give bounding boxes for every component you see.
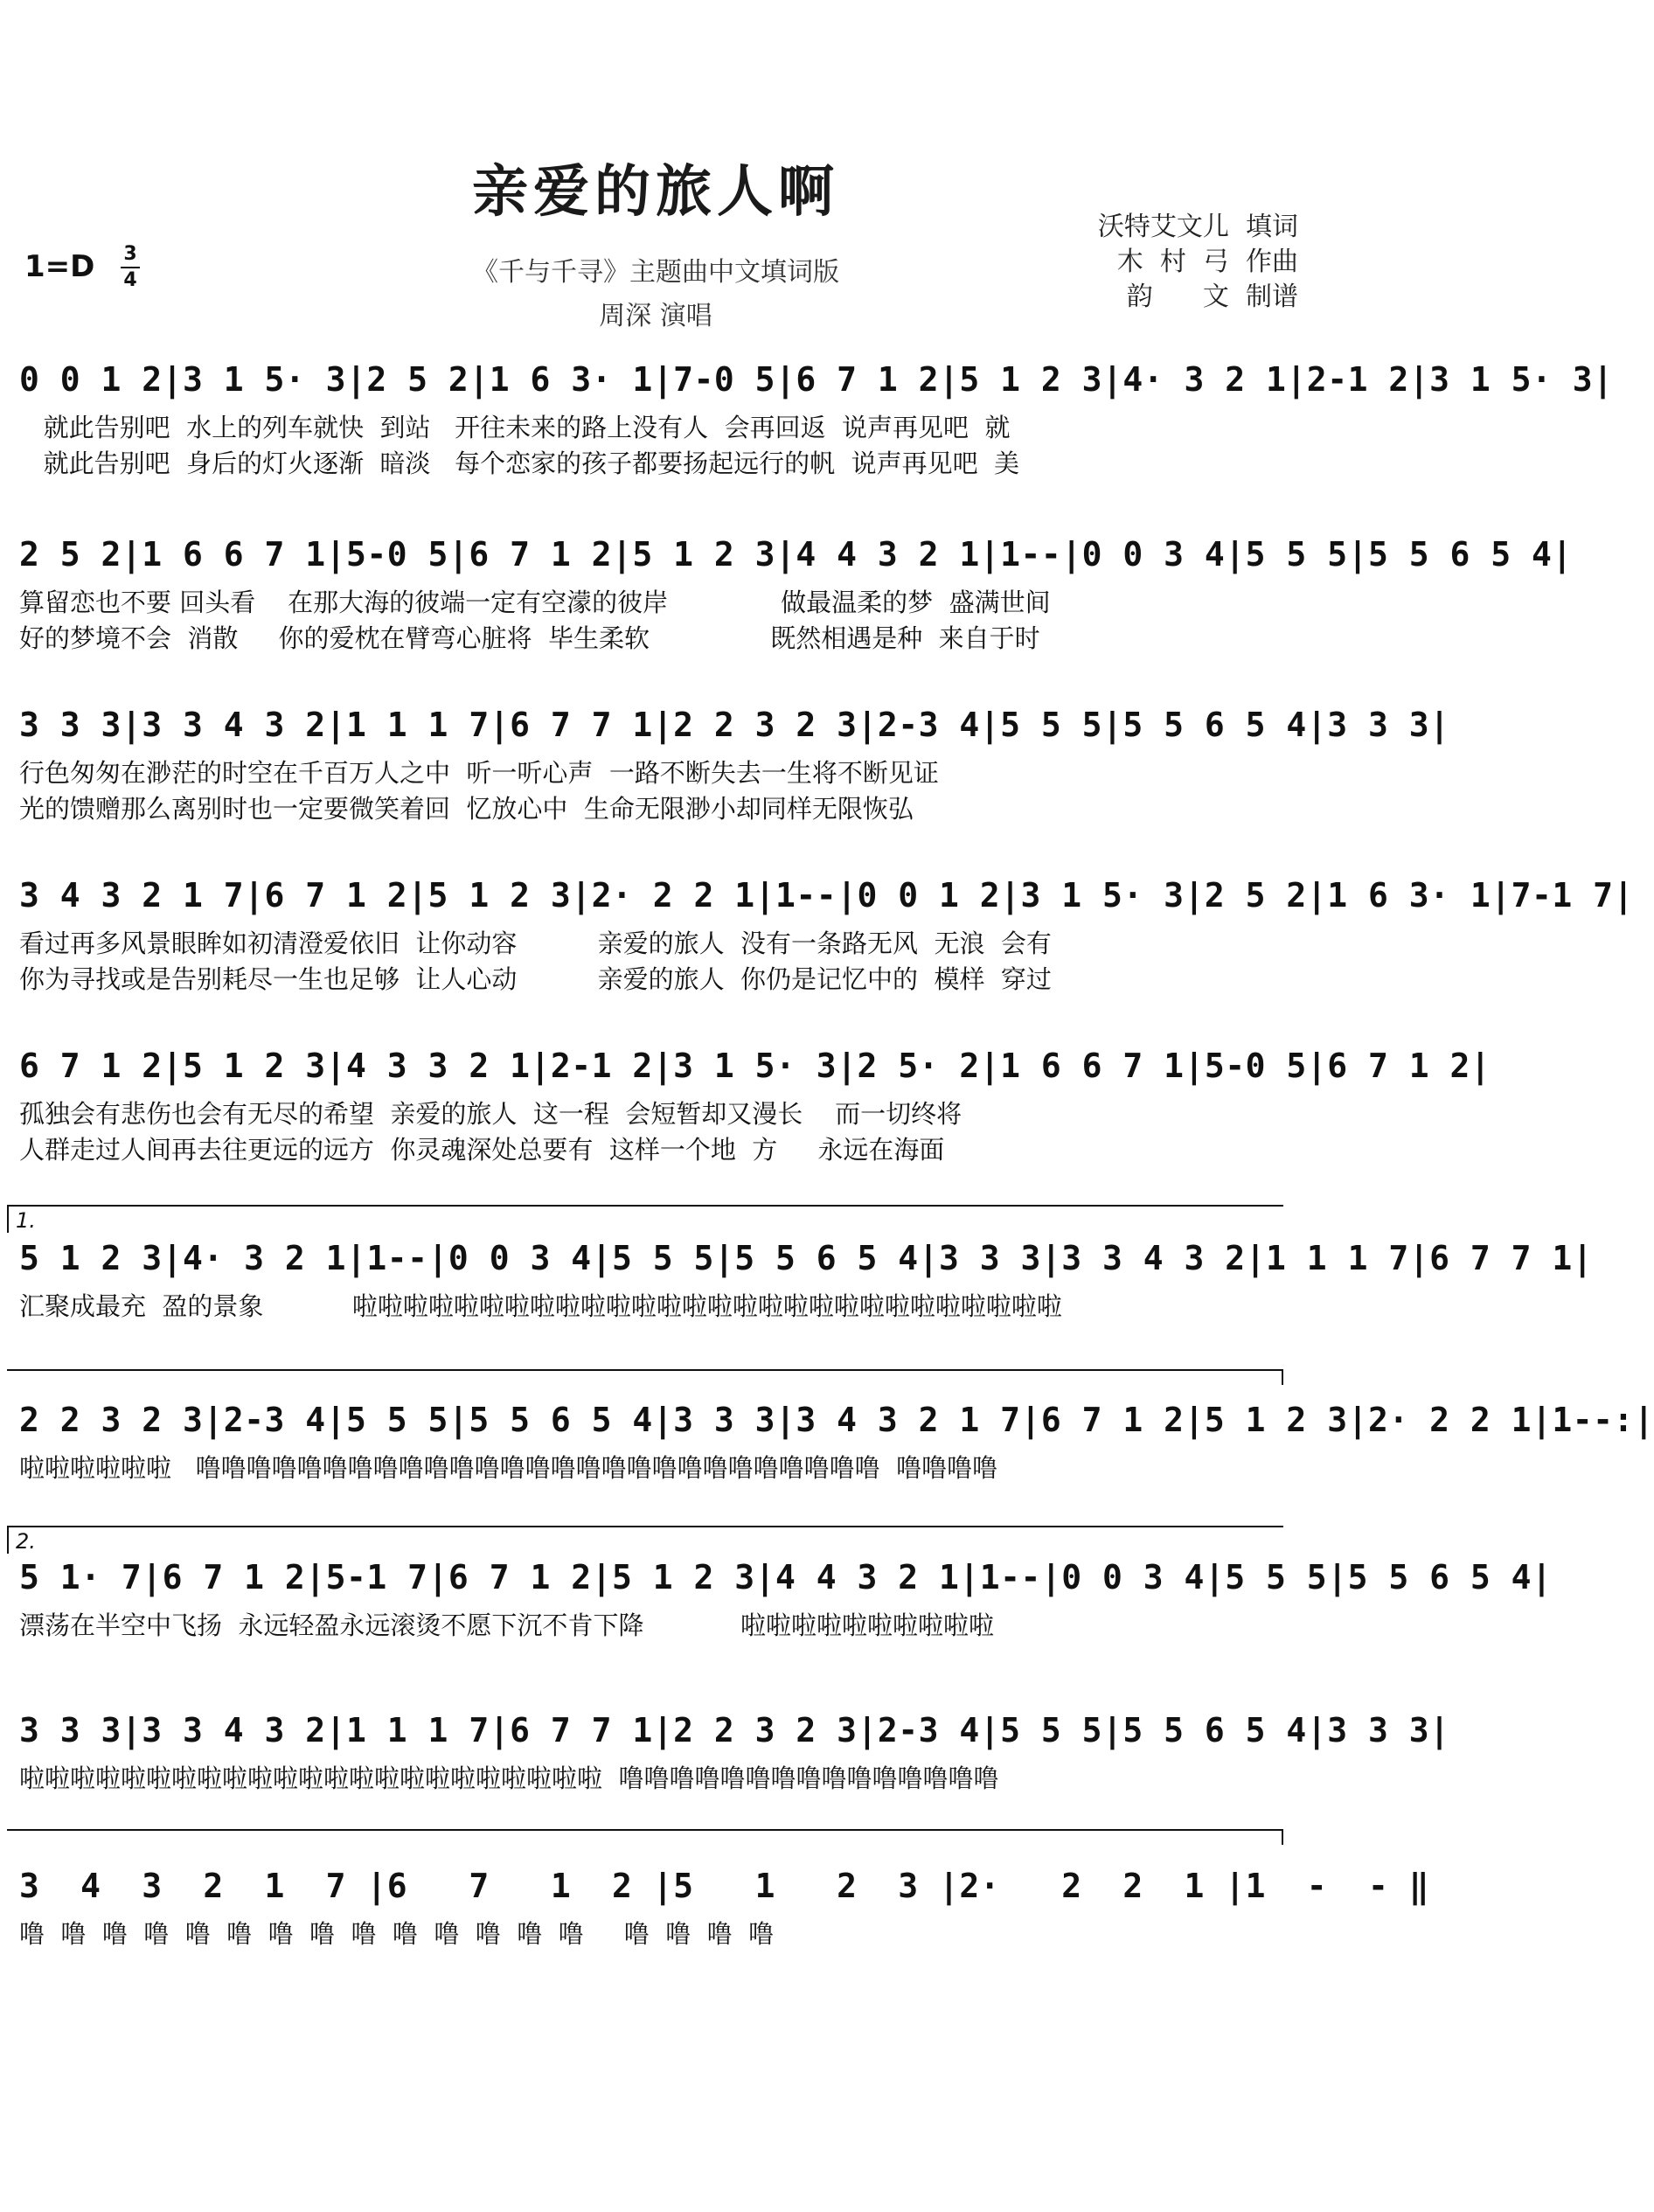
notation-line: 5 1 2 3|4· 3 2 1|1--|0 0 3 4|5 5 5|5 5 6 5 4|3 3 3|3 3 4 3 2|1 1 1 7|6 7 7 1| xyxy=(19,1239,1594,1277)
score-system-5 xyxy=(19,1040,1491,1172)
volta-left-edge xyxy=(7,1527,9,1554)
lyric-verse-2: 你为寻找或是告别耗尽一生也足够 让人心动 亲爱的旅人 你仍是记忆中的 模样 穿过 xyxy=(19,964,1052,994)
time-signature xyxy=(121,243,140,292)
notation-line: 6 7 1 2|5 1 2 3|4 3 3 2 1|2-1 2|3 1 5· 3|2 5· 2|1 6 6 7 1|5-0 5|6 7 1 2| xyxy=(19,1047,1491,1085)
lyric-verse-1: 行色匆匆在渺茫的时空在千百万人之中 听一听心声 一路不断失去一生将不断见证 xyxy=(19,758,939,788)
lyric-verse-1: 看过再多风景眼眸如初清澄爱依旧 让你动容 亲爱的旅人 没有一条路无风 无浪 会有 xyxy=(19,929,1052,958)
score-system-1 xyxy=(19,354,1614,485)
lyric-verse-1: 算留恋也不要 回头看 在那大海的彼端一定有空濛的彼岸 做最温柔的梦 盛满世间 xyxy=(19,588,1051,617)
volta-1-bracket xyxy=(7,1205,1283,1233)
credits xyxy=(1053,210,1298,315)
score-system-7 xyxy=(19,1395,1654,1499)
notation-line: 0 0 1 2|3 1 5· 3|2 5 2|1 6 3· 1|7-0 5|6 7 1 2|5 1 2 3|4· 3 2 1|2-1 2|3 1 5· 3| xyxy=(19,360,1614,399)
meter-divider xyxy=(121,267,140,268)
volta-left-edge xyxy=(7,1207,9,1233)
volta-2-continuation xyxy=(7,1829,1283,1831)
notation-line: 5 1· 7|6 7 1 2|5-1 7|6 7 1 2|5 1 2 3|4 4 3 2 1|1--|0 0 3 4|5 5 5|5 5 6 5 4| xyxy=(19,1558,1553,1596)
score-system-10 xyxy=(19,1861,1430,1965)
credit-composer: 木 村 弓 作曲 xyxy=(1116,247,1298,277)
volta-right-edge xyxy=(1282,1371,1283,1385)
volta-number: 1. xyxy=(16,1208,36,1233)
lyric-chorus: 啦啦啦啦啦啦 噜噜噜噜噜噜噜噜噜噜噜噜噜噜噜噜噜噜噜噜噜噜噜噜噜噜噜 噜噜噜噜 xyxy=(19,1453,998,1483)
key-signature: 1=D xyxy=(24,249,95,284)
lyric-chorus: 汇聚成最充 盈的景象 啦啦啦啦啦啦啦啦啦啦啦啦啦啦啦啦啦啦啦啦啦啦啦啦啦啦啦啦 xyxy=(19,1291,1062,1321)
lyric-chorus: 啦啦啦啦啦啦啦啦啦啦啦啦啦啦啦啦啦啦啦啦啦啦啦 噜噜噜噜噜噜噜噜噜噜噜噜噜噜噜 xyxy=(19,1763,999,1793)
song-title: 亲爱的旅人啊 xyxy=(472,159,839,225)
volta-2-bracket xyxy=(7,1526,1283,1554)
credit-transcriber: 韵 文 制谱 xyxy=(1126,282,1298,312)
lyric-chorus: 漂荡在半空中飞扬 永远轻盈永远滚烫不愿下沉不肯下降 啦啦啦啦啦啦啦啦啦啦 xyxy=(19,1610,995,1640)
notation-line: 3 4 3 2 1 7|6 7 1 2|5 1 2 3|2· 2 2 1|1--|0 0 1 2|3 1 5· 3|2 5 2|1 6 3· 1|7-1 7| xyxy=(19,876,1634,915)
lyric-verse-2: 人群走过人间再去往更远的远方 你灵魂深处总要有 这样一个地 方 永远在海面 xyxy=(19,1135,945,1165)
meter-bottom: 4 xyxy=(123,269,137,291)
subtitle: 《千与千寻》主题曲中文填词版 xyxy=(472,257,839,288)
notation-line: 3 3 3|3 3 4 3 2|1 1 1 7|6 7 7 1|2 2 3 2 3|2-3 4|5 5 5|5 5 6 5 4|3 3 3| xyxy=(19,706,1450,744)
volta-right-edge xyxy=(1282,1831,1283,1845)
volta-number: 2. xyxy=(16,1529,36,1554)
lyric-verse-2: 好的梦境不会 消散 你的爱枕在臂弯心脏将 毕生柔软 既然相遇是种 来自于时 xyxy=(19,623,1040,653)
score-system-6 xyxy=(19,1233,1594,1338)
lyric-verse-1: 就此告别吧 水上的列车就快 到站 开往未来的路上没有人 会再回返 说声再见吧 就 xyxy=(19,413,1011,442)
score-system-9 xyxy=(19,1705,1450,1810)
notation-line: 3 3 3|3 3 4 3 2|1 1 1 7|6 7 7 1|2 2 3 2 3|2-3 4|5 5 5|5 5 6 5 4|3 3 3| xyxy=(19,1711,1450,1749)
lyric-verse-2: 就此告别吧 身后的灯火逐渐 暗淡 每个恋家的孩子都要扬起远行的帆 说声再见吧 美 xyxy=(19,449,1020,478)
lyric-verse-1: 孤独会有悲伤也会有无尽的希望 亲爱的旅人 这一程 会短暂却又漫长 而一切终将 xyxy=(19,1099,963,1129)
volta-1-continuation xyxy=(7,1369,1283,1371)
notation-line: 2 2 3 2 3|2-3 4|5 5 5|5 5 6 5 4|3 3 3|3 4 3 2 1 7|6 7 1 2|5 1 2 3|2· 2 2 1|1--:| xyxy=(19,1401,1654,1439)
notation-line: 3 4 3 2 1 7 |6 7 1 2 |5 1 2 3 |2· 2 2 1 |1 - - ‖ xyxy=(19,1867,1430,1905)
singer: 周深 演唱 xyxy=(599,301,712,331)
lyric-verse-2: 光的馈赠那么离别时也一定要微笑着回 忆放心中 生命无限渺小却同样无限恢弘 xyxy=(19,794,914,824)
score-system-8 xyxy=(19,1552,1553,1657)
lyric-chorus: 噜 噜 噜 噜 噜 噜 噜 噜 噜 噜 噜 噜 噜 噜 噜 噜 噜 噜 xyxy=(19,1919,775,1949)
meter-top: 3 xyxy=(123,243,137,265)
credit-lyricist: 沃特艾文儿 填词 xyxy=(1097,212,1298,242)
notation-line: 2 5 2|1 6 6 7 1|5-0 5|6 7 1 2|5 1 2 3|4 4 3 2 1|1--|0 0 3 4|5 5 5|5 5 6 5 4| xyxy=(19,535,1573,574)
score-system-3 xyxy=(19,699,1450,831)
score-system-2 xyxy=(19,529,1573,660)
score-system-4 xyxy=(19,870,1634,1001)
